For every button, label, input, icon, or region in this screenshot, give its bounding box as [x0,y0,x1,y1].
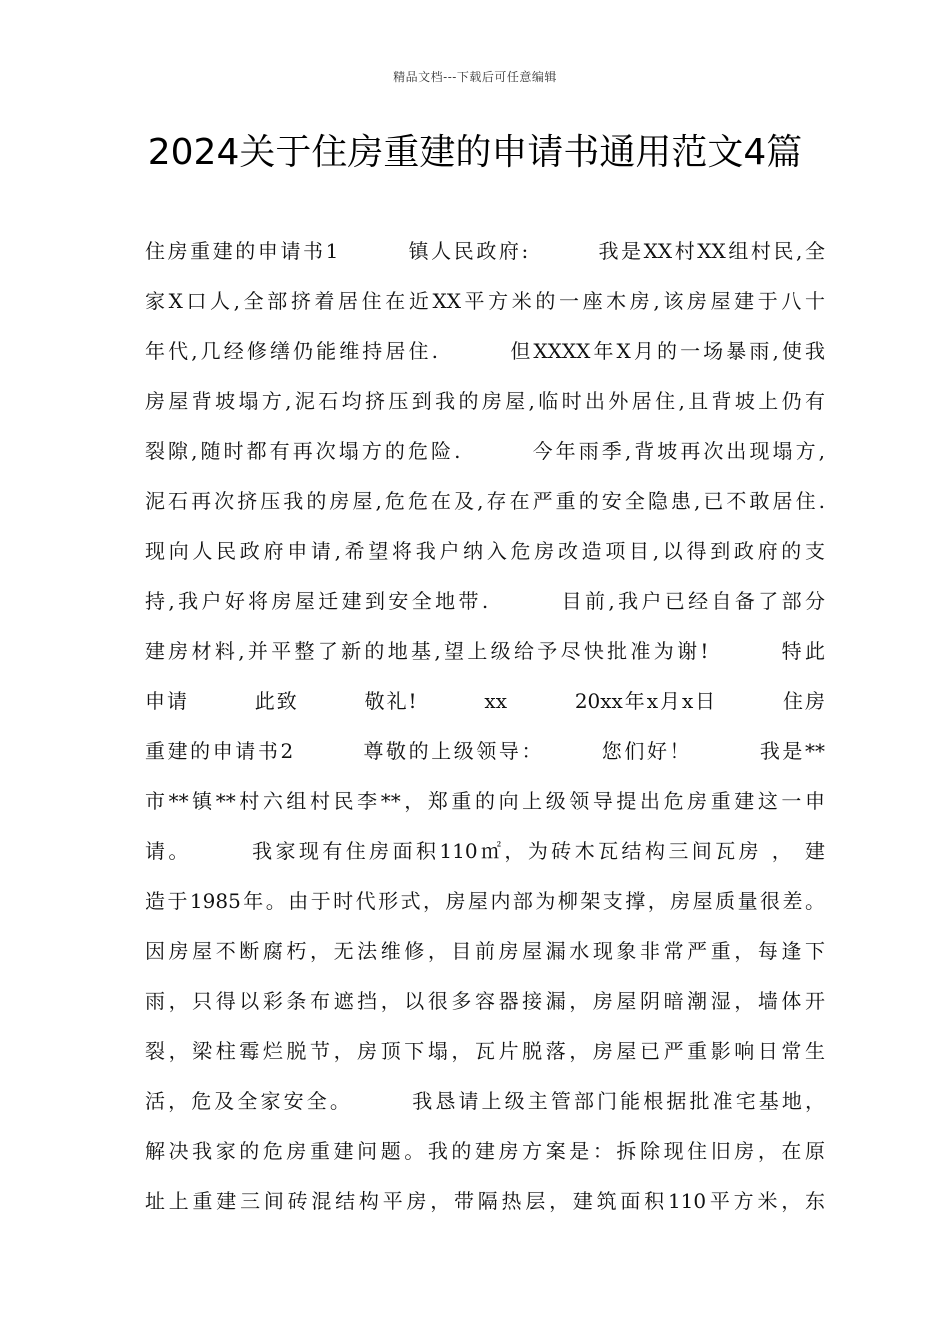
document-body [145,226,825,1226]
page-header-caption: 精品文档---下载后可任意编辑 [393,70,557,84]
body-line: 因房屋不断腐朽，无法维修，目前房屋漏水现象非常严重，每逢下 [145,939,825,963]
body-line: 请。 我家现有住房面积110㎡，为砖木瓦结构三间瓦房 ， 建 [145,839,825,863]
body-line: 建房材料,并平整了新的地基,望上级给予尽快批准为谢! 特此 [145,639,825,663]
body-line: 活，危及全家安全。 我恳请上级主管部门能根据批准宅基地， [145,1089,825,1113]
body-line: 址上重建三间砖混结构平房，带隔热层，建筑面积110平方米，东 [145,1189,825,1213]
body-line: 裂，梁柱霉烂脱节，房顶下塌，瓦片脱落，房屋已严重影响日常生 [145,1039,825,1063]
body-line: 持,我户好将房屋迁建到安全地带. 目前,我户已经自备了部分 [145,589,825,613]
body-line: 家X口人,全部挤着居住在近XX平方米的一座木房,该房屋建于八十 [145,289,825,313]
body-line: 裂隙,随时都有再次塌方的危险. 今年雨季,背坡再次出现塌方, [145,439,825,463]
body-line: 雨，只得以彩条布遮挡，以很多容器接漏，房屋阴暗潮湿，墙体开 [145,989,825,1013]
body-line: 造于1985年。由于时代形式，房屋内部为柳架支撑，房屋质量很差。 [145,889,825,913]
body-line: 申请 此致 敬礼! xx 20xx年x月x日 住房 [145,689,825,713]
body-line: 泥石再次挤压我的房屋,危危在及,存在严重的安全隐患,已不敢居住. [145,489,825,513]
body-line: 住房重建的申请书1 镇人民政府: 我是XX村XX组村民,全 [145,239,825,263]
body-line: 房屋背坡塌方,泥石均挤压到我的房屋,临时出外居住,且背坡上仍有 [145,389,825,413]
document-title: 2024关于住房重建的申请书通用范文4篇 [147,132,803,173]
body-line: 现向人民政府申请,希望将我户纳入危房改造项目,以得到政府的支 [145,539,825,563]
body-line: 年代,几经修缮仍能维持居住. 但XXXX年X月的一场暴雨,使我 [145,339,825,363]
body-line: 解决我家的危房重建问题。我的建房方案是：拆除现住旧房，在原 [145,1139,825,1163]
body-line: 市**镇**村六组村民李**，郑重的向上级领导提出危房重建这一申 [145,789,825,813]
body-line: 重建的申请书2 尊敬的上级领导： 您们好！ 我是** [145,739,825,763]
